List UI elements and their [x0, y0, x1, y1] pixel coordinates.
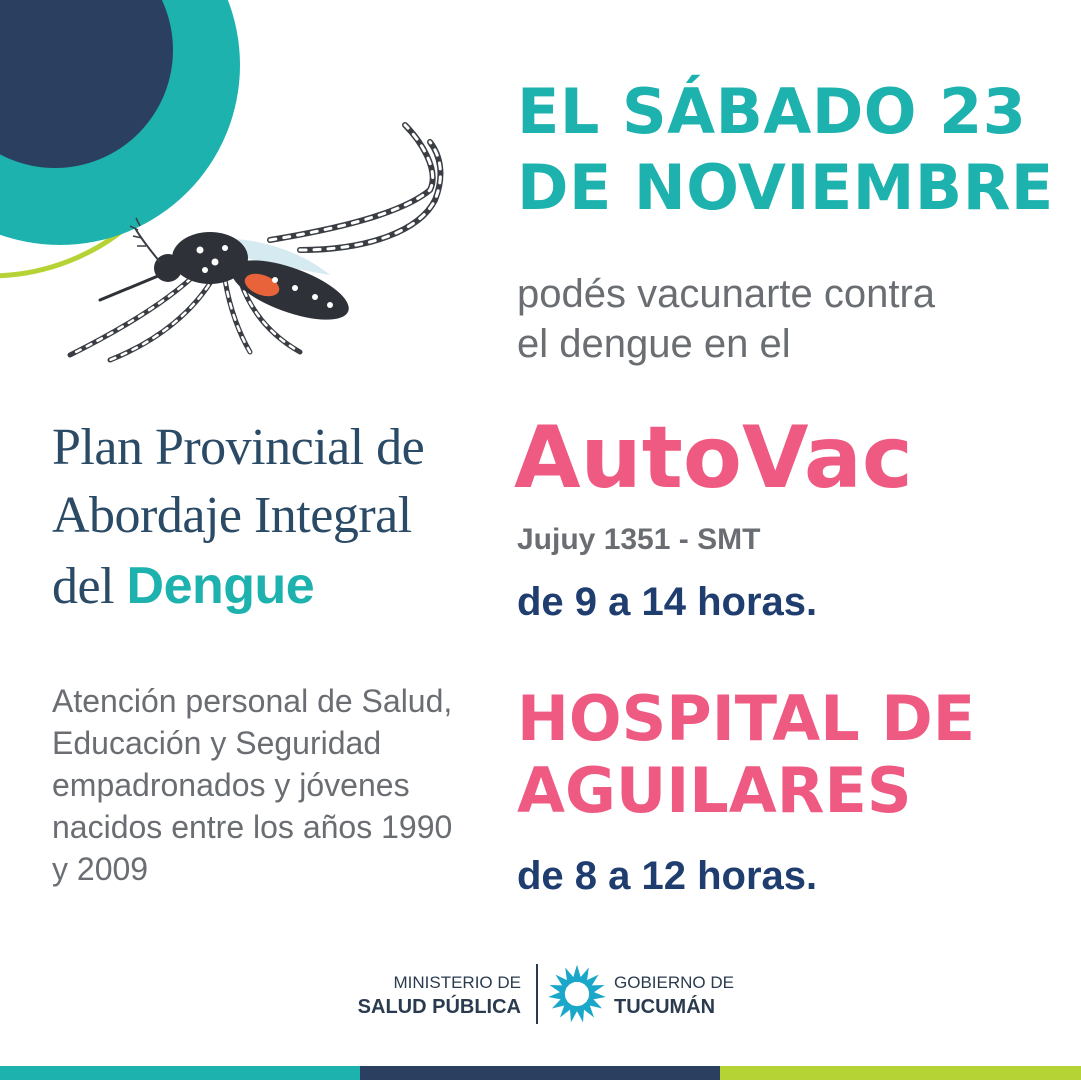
sun-emblem-icon [546, 963, 608, 1025]
venue-hospital-name-line-1: HOSPITAL DE [517, 682, 976, 755]
plan-title-prefix: del [52, 558, 127, 615]
plan-title-line-2: Abordaje Integral [52, 487, 412, 544]
venue-hospital-name-line-2: AGUILARES [517, 754, 912, 827]
venue-autovac-hours: de 9 a 14 horas. [517, 580, 818, 624]
date-line-1: EL SÁBADO 23 [517, 75, 1027, 148]
gov-line-1: GOBIERNO DE [614, 973, 734, 992]
audience-line-2: Educación y Seguridad [52, 725, 382, 761]
audience-line-3: empadronados y jóvenes [52, 767, 410, 803]
ministry-line-1: MINISTERIO DE [393, 973, 521, 992]
venue-autovac-name: AutoVac [514, 408, 913, 508]
date-line-2: DE NOVIEMBRE [517, 151, 1054, 224]
bottom-bar-navy [360, 1066, 720, 1080]
audience-line-1: Atención personal de Salud, [52, 683, 453, 719]
plan-title-line-3 [52, 556, 314, 617]
plan-title-line-1: Plan Provincial de [52, 419, 425, 476]
logo-divider [536, 964, 538, 1024]
intro-line-2: el dengue en el [517, 322, 791, 366]
ministry-line-2: SALUD PÚBLICA [357, 996, 521, 1018]
intro-line-1: podés vacunarte contra [517, 272, 936, 316]
venue-autovac-address: Jujuy 1351 - SMT [517, 523, 761, 556]
audience-line-4: nacidos entre los años 1990 [52, 809, 453, 845]
venue-hospital-hours: de 8 a 12 horas. [517, 854, 818, 898]
bottom-bar-lime [720, 1066, 1081, 1080]
plan-title-highlight: Dengue [126, 557, 315, 615]
gov-line-2: TUCUMÁN [614, 996, 716, 1018]
audience-line-5: y 2009 [52, 851, 149, 887]
bottom-bar-teal [0, 1066, 360, 1080]
